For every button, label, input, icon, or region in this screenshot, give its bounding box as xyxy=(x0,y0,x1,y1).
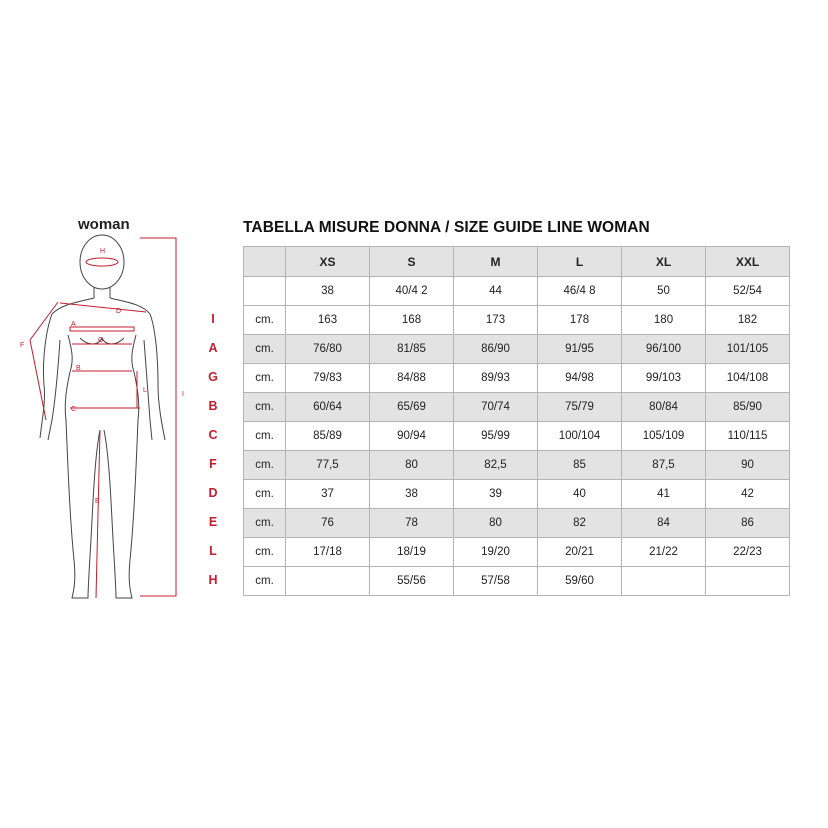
value-cell: 77,5 xyxy=(286,451,370,480)
header-size: M xyxy=(454,247,538,277)
label-l: L xyxy=(143,387,147,394)
unit-cell: cm. xyxy=(244,538,286,567)
value-cell: 87,5 xyxy=(622,451,706,480)
row-letter: G xyxy=(208,370,218,384)
unit-cell: cm. xyxy=(244,335,286,364)
value-cell: 60/64 xyxy=(286,393,370,422)
row-letter: C xyxy=(208,428,218,442)
value-cell: 42 xyxy=(706,480,790,509)
value-cell: 21/22 xyxy=(622,538,706,567)
value-cell: 76/80 xyxy=(286,335,370,364)
row-letter: L xyxy=(209,544,217,558)
value-cell: 86/90 xyxy=(454,335,538,364)
value-cell: 84/88 xyxy=(370,364,454,393)
size-table xyxy=(243,246,790,596)
value-cell: 85/89 xyxy=(286,422,370,451)
value-cell: 182 xyxy=(706,306,790,335)
woman-body-measurement-figure xyxy=(0,0,230,620)
value-cell: 20/21 xyxy=(538,538,622,567)
unit-cell: cm. xyxy=(244,306,286,335)
value-cell: 75/79 xyxy=(538,393,622,422)
unit-cell: cm. xyxy=(244,509,286,538)
value-cell: 86 xyxy=(706,509,790,538)
value-cell: 59/60 xyxy=(538,567,622,596)
value-cell: 100/104 xyxy=(538,422,622,451)
header-corner xyxy=(244,247,286,277)
table-row xyxy=(244,364,790,393)
value-cell: 101/105 xyxy=(706,335,790,364)
value-cell: 81/85 xyxy=(370,335,454,364)
value-cell: 50 xyxy=(622,277,706,306)
value-cell: 85 xyxy=(538,451,622,480)
unit-cell: cm. xyxy=(244,451,286,480)
table-row xyxy=(244,306,790,335)
value-cell: 40/4 2 xyxy=(370,277,454,306)
value-cell: 105/109 xyxy=(622,422,706,451)
value-cell: 85/90 xyxy=(706,393,790,422)
unit-cell: cm. xyxy=(244,422,286,451)
label-i: I xyxy=(182,391,184,398)
value-cell: 173 xyxy=(454,306,538,335)
table-row xyxy=(244,480,790,509)
table-row xyxy=(244,422,790,451)
header-size: L xyxy=(538,247,622,277)
value-cell: 178 xyxy=(538,306,622,335)
unit-cell: cm. xyxy=(244,364,286,393)
value-cell: 52/54 xyxy=(706,277,790,306)
value-cell: 65/69 xyxy=(370,393,454,422)
label-e: E xyxy=(95,498,100,505)
unit-cell: cm. xyxy=(244,393,286,422)
value-cell: 39 xyxy=(454,480,538,509)
value-cell: 79/83 xyxy=(286,364,370,393)
table-row xyxy=(244,538,790,567)
value-cell: 41 xyxy=(622,480,706,509)
value-cell: 94/98 xyxy=(538,364,622,393)
value-cell: 18/19 xyxy=(370,538,454,567)
label-g: G xyxy=(98,337,104,344)
row-letter: D xyxy=(208,486,218,500)
header-size: XL xyxy=(622,247,706,277)
value-cell: 46/4 8 xyxy=(538,277,622,306)
figure-title: woman xyxy=(78,216,130,233)
value-cell: 76 xyxy=(286,509,370,538)
header-size: XS xyxy=(286,247,370,277)
table-row xyxy=(244,335,790,364)
value-cell: 40 xyxy=(538,480,622,509)
value-cell: 37 xyxy=(286,480,370,509)
value-cell: 78 xyxy=(370,509,454,538)
value-cell: 80/84 xyxy=(622,393,706,422)
value-cell: 19/20 xyxy=(454,538,538,567)
value-cell: 99/103 xyxy=(622,364,706,393)
label-d: D xyxy=(116,308,122,315)
label-c: C xyxy=(71,406,77,413)
value-cell: 104/108 xyxy=(706,364,790,393)
header-size: S xyxy=(370,247,454,277)
value-cell xyxy=(706,567,790,596)
value-cell: 163 xyxy=(286,306,370,335)
value-cell: 17/18 xyxy=(286,538,370,567)
value-cell: 70/74 xyxy=(454,393,538,422)
table-row xyxy=(244,509,790,538)
value-cell: 96/100 xyxy=(622,335,706,364)
table-header-row xyxy=(244,247,790,277)
table-row xyxy=(244,277,790,306)
value-cell: 90 xyxy=(706,451,790,480)
value-cell: 91/95 xyxy=(538,335,622,364)
value-cell: 84 xyxy=(622,509,706,538)
value-cell: 80 xyxy=(370,451,454,480)
row-letter: H xyxy=(208,573,218,587)
table-row xyxy=(244,451,790,480)
value-cell: 82 xyxy=(538,509,622,538)
value-cell: 82,5 xyxy=(454,451,538,480)
value-cell: 80 xyxy=(454,509,538,538)
unit-cell xyxy=(244,277,286,306)
value-cell: 168 xyxy=(370,306,454,335)
value-cell: 57/58 xyxy=(454,567,538,596)
value-cell: 95/99 xyxy=(454,422,538,451)
row-letter: B xyxy=(208,399,218,413)
size-chart-title: TABELLA MISURE DONNA / SIZE GUIDE LINE WOMAN xyxy=(243,219,650,236)
value-cell: 110/115 xyxy=(706,422,790,451)
header-size: XXL xyxy=(706,247,790,277)
value-cell xyxy=(286,567,370,596)
value-cell: 38 xyxy=(286,277,370,306)
label-f: F xyxy=(20,342,25,349)
label-h: H xyxy=(100,248,106,255)
value-cell: 89/93 xyxy=(454,364,538,393)
row-letter: I xyxy=(211,312,215,326)
row-letter: F xyxy=(209,457,217,471)
value-cell: 22/23 xyxy=(706,538,790,567)
label-a: A xyxy=(71,321,76,328)
value-cell: 180 xyxy=(622,306,706,335)
unit-cell: cm. xyxy=(244,480,286,509)
value-cell xyxy=(622,567,706,596)
value-cell: 44 xyxy=(454,277,538,306)
row-letter: A xyxy=(208,341,218,355)
value-cell: 55/56 xyxy=(370,567,454,596)
unit-cell: cm. xyxy=(244,567,286,596)
value-cell: 38 xyxy=(370,480,454,509)
row-letter: E xyxy=(208,515,218,529)
table-row xyxy=(244,393,790,422)
value-cell: 90/94 xyxy=(370,422,454,451)
table-row xyxy=(244,567,790,596)
label-b: B xyxy=(76,365,81,372)
